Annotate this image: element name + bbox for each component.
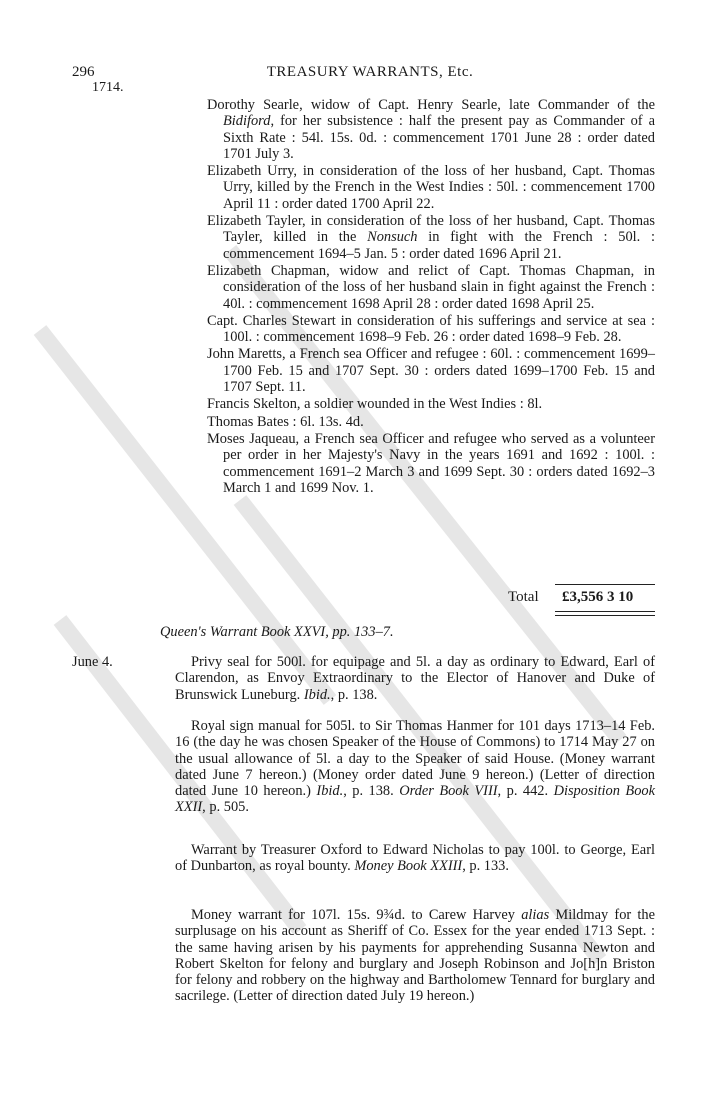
paragraph bbox=[175, 654, 655, 703]
italic-text: Ibid. bbox=[316, 783, 344, 800]
text-run: Money warrant for 107l. 15s. 9¾d. to Carew Harvey bbox=[191, 907, 522, 923]
italic-text: Ibid. bbox=[303, 686, 331, 703]
italic-text: Disposition Book XXII bbox=[175, 783, 655, 816]
text-run: , p. 442. bbox=[497, 783, 554, 800]
page-number: 296 bbox=[72, 64, 95, 80]
text-run: Elizabeth Chapman, widow and relict of Capt. Thomas Chapman, in consideration of the loss of her husband slain in fight against the French : 40l. : commencement 1698 April 28 : order dated 1698 April 25. bbox=[207, 262, 655, 312]
paragraph bbox=[175, 718, 655, 816]
text-run: Privy seal for 500l. for equipage and 5l. a day as ordinary to Edward, Earl of Clarendon, as Envoy Extraordinary to the Elector of Hanover and Duke of Brunswick Luneburg. bbox=[175, 654, 655, 703]
text-run: Capt. Charles Stewart in consideration of his sufferings and service at sea : 100l. : commencement 1698–9 Feb. 26 : order dated 1698–9 Feb. 28. bbox=[207, 312, 655, 346]
paragraph bbox=[175, 907, 655, 1005]
text-run: John Maretts, a French sea Officer and refugee : 60l. : commencement 1699–1700 Feb. 15 and 1707 Sept. 30 : orders dated 1699–1700 Feb. 15 and 1707 Sept. 11. bbox=[207, 346, 655, 396]
total-value: £3,556 3 10 bbox=[562, 589, 634, 605]
margin-date: June 4. bbox=[72, 654, 113, 670]
italic-text: Nonsuch bbox=[367, 229, 418, 246]
pension-entry bbox=[207, 346, 655, 395]
pension-entry bbox=[207, 97, 655, 162]
italic-text: Money Book XXIII bbox=[354, 858, 463, 875]
italic-text: alias bbox=[521, 907, 550, 923]
text-run: Elizabeth Urry, in consideration of the loss of her husband, Capt. Thomas Urry, killed by the French in the West Indies : 50l. : commencement 1700 April 11 : order dated 1700 April 22. bbox=[207, 163, 655, 212]
pension-entry bbox=[207, 431, 655, 496]
text-run: Elizabeth Tayler, in consideration of the loss of her husband, Capt. Thomas Tayler, killed in the bbox=[207, 213, 655, 246]
margin-year: 1714. bbox=[92, 80, 124, 95]
total-rule-top bbox=[555, 584, 655, 585]
text-run: , p. 138. bbox=[330, 686, 378, 703]
running-title: TREASURY WARRANTS, Etc. bbox=[266, 64, 474, 80]
total-label: Total bbox=[508, 589, 539, 605]
pension-entry bbox=[207, 163, 655, 212]
text-run: Dorothy Searle, widow of Capt. Henry Searle, late Commander of the bbox=[207, 97, 655, 113]
pension-entry bbox=[207, 263, 655, 312]
source-citation: Queen's Warrant Book XXVI, pp. 133–7. bbox=[160, 624, 394, 640]
italic-text: Bidiford bbox=[223, 113, 271, 130]
italic-text: Order Book VIII bbox=[399, 783, 498, 800]
text-run: , p. 505. bbox=[202, 799, 249, 816]
text-run: Warrant by Treasurer Oxford to Edward Nicholas to pay 100l. to George, Earl of Dunbarton, as royal bounty. bbox=[175, 842, 655, 875]
text-run: , for her subsistence : half the present pay as Commander of a Sixth Rate : 54l. 15s. 0d. : commencement 1701 June 28 : order dated 1701 July 3. bbox=[223, 113, 655, 162]
pension-entry bbox=[207, 396, 655, 412]
text-run: Thomas Bates : 6l. 13s. 4d. bbox=[207, 413, 364, 430]
text-run: Mildmay for the surplusage on his account as Sheriff of Co. Essex for the year ended 1713 Sept. : the same having arisen by his payments for apprehending Susanna Newton and Robert Skelton for felony and burglary and Joseph Robinson and Jo[h]n Briston for felony and robbery on the highway and Bartholomew Tennard for burglary and sacrilege. (Letter of direction dated July 19 hereon.) bbox=[175, 907, 655, 1005]
text-run: Royal sign manual for 505l. to Sir Thomas Hanmer for 101 days 1713–14 Feb. 16 (the day he was chosen Speaker of the House of Commons) to 1714 May 27 on the usual allowance of 5l. a day to the Speaker of said House. (Money warrant dated June 7 hereon.) (Money order dated June 9 hereon.) (Letter of direction dated June 10 hereon.) bbox=[175, 718, 655, 800]
text-run: Moses Jaqueau, a French sea Officer and refugee who served as a volunteer per order in her Majesty's Navy in the years 1691 and 1692 : 100l. : commencement 1691–2 March 3 and 1699 Sept. 30 : orders dated 1692–3 March 1 and 1699 Nov. 1. bbox=[207, 430, 655, 496]
text-run: , p. 133. bbox=[462, 858, 509, 875]
text-run: in fight with the French : 50l. : commencement 1694–5 Jan. 5 : order dated 1696 April 21. bbox=[223, 229, 655, 262]
text-run: , p. 138. bbox=[343, 783, 400, 800]
pension-entry bbox=[207, 414, 655, 430]
total-rule-bottom bbox=[555, 611, 655, 612]
text-run: Francis Skelton, a soldier wounded in the West Indies : 8l. bbox=[207, 396, 543, 413]
total-rule-bottom-double bbox=[555, 615, 655, 616]
paragraph bbox=[175, 842, 655, 875]
pension-entries-list bbox=[207, 97, 655, 497]
pension-entry bbox=[207, 313, 655, 346]
pension-entry bbox=[207, 213, 655, 262]
